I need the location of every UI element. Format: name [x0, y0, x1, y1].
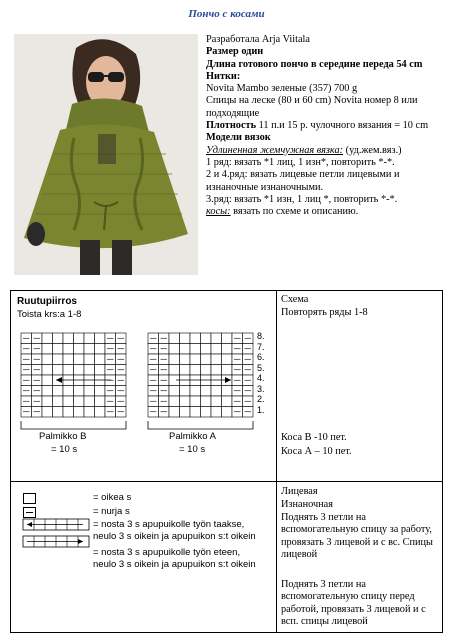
chart-cell [84, 354, 95, 365]
chart-cell [42, 375, 53, 386]
chart-cell [211, 365, 222, 376]
bracket-b [21, 421, 126, 429]
pattern1-abbr: (уд.жем.вяз.) [345, 144, 402, 156]
chart-cell [53, 365, 64, 376]
chart-cell [190, 396, 201, 407]
chart-cell [222, 407, 233, 418]
yarn-text: Novita Mambo зеленые (357) 700 g [206, 83, 358, 95]
chart-cell [84, 407, 95, 418]
table-divider-vertical [276, 291, 277, 632]
page-title: Пончо с косами [188, 8, 265, 20]
chart-cell [42, 365, 53, 376]
chart-cell [63, 344, 74, 355]
bracket-a [148, 421, 253, 429]
chart-cell [53, 396, 64, 407]
chart-cell [180, 333, 191, 344]
chart-cell [211, 354, 222, 365]
chart-cell [201, 396, 212, 407]
chart-cell [74, 396, 85, 407]
row-number: 2. [257, 394, 265, 404]
chart-cell [53, 354, 64, 365]
chart-cell [222, 344, 233, 355]
chart-cell [211, 407, 222, 418]
patterns-label: Модели вязок [206, 132, 271, 144]
chart-cell [222, 365, 233, 376]
chart-cell [211, 344, 222, 355]
chart-cell [74, 365, 85, 376]
chart-cell [222, 333, 233, 344]
rus-purl-label: Изнаночная [281, 499, 333, 510]
chart-cell [201, 365, 212, 376]
legend-knit-text: = oikea s [93, 492, 132, 503]
chart-cell [53, 344, 64, 355]
row-number: 7. [257, 341, 265, 352]
chart-table [10, 290, 443, 633]
chart-cell [42, 407, 53, 418]
chart-cell [222, 354, 233, 365]
rus-front-cross: Поднять 3 петли на вспомогательную спицу перед работой, провязать 3 лицевой и с всп. спицы лицевой [281, 579, 426, 627]
chart-title: Ruutupiirros [17, 296, 77, 307]
chart-cell [74, 354, 85, 365]
table-divider-horizontal [11, 481, 442, 482]
density-line [206, 120, 446, 132]
braids-text: вязать по схеме и описанию. [233, 206, 359, 218]
chart-cell [190, 354, 201, 365]
chart-cell [84, 365, 95, 376]
row-number: 6. [257, 352, 265, 362]
chart-cell [211, 386, 222, 397]
chart-cell [53, 386, 64, 397]
chart-cell [180, 386, 191, 397]
braids-line [206, 206, 446, 218]
legend-knit-box [23, 493, 36, 504]
chart-cell [95, 396, 106, 407]
chart-cell [42, 396, 53, 407]
density-label: Плотность [206, 120, 257, 132]
poncho-photo [14, 34, 198, 275]
pattern-info [206, 34, 446, 218]
chart-cell [42, 354, 53, 365]
chart-cell [180, 407, 191, 418]
row1-instruction: 1 ряд: вязать *1 лиц, 1 изн*, повторить *-*. [206, 156, 395, 168]
chart-cell [169, 333, 180, 344]
chart-cell [211, 396, 222, 407]
chart-cell [53, 333, 64, 344]
row3-instruction: 3.ряд: вязать *1 изн, 1 лиц *, повторить *-*. [206, 193, 398, 205]
row-number: 5. [257, 362, 265, 373]
label-palmikko-a: Palmikko A [169, 431, 216, 442]
chart-cell [95, 386, 106, 397]
chart-cell [169, 365, 180, 376]
chart-cell [74, 344, 85, 355]
length-line: Длина готового пончо в середине переда 54 cm [206, 58, 423, 70]
chart-cell [63, 333, 74, 344]
chart-cell [74, 407, 85, 418]
yarn-label: Нитки: [206, 70, 241, 82]
row-number: 1. [257, 404, 265, 415]
chart-cell [74, 333, 85, 344]
chart-cell [169, 344, 180, 355]
chart-cell [63, 396, 74, 407]
chart-cell [95, 344, 106, 355]
chart-cell [42, 344, 53, 355]
chart-cell [180, 396, 191, 407]
scheme-label: Схема [281, 294, 309, 305]
legend-cross-front-2: neulo 3 s oikein ja apupuikon s:t oikein [93, 559, 256, 570]
chart-cell [201, 407, 212, 418]
poncho-model-illustration [14, 34, 198, 275]
grid-palmikko-b [21, 333, 126, 417]
count-palmikko-a: = 10 s [179, 444, 206, 455]
label-palmikko-b: Palmikko B [39, 431, 87, 442]
chart-cell [74, 386, 85, 397]
chart-cell [190, 344, 201, 355]
chart-cell [95, 407, 106, 418]
chart-cell [169, 354, 180, 365]
chart-cell [201, 386, 212, 397]
chart-cell [84, 344, 95, 355]
chart-cell [169, 407, 180, 418]
chart-cell [190, 407, 201, 418]
legend-cross-back-1: = nosta 3 s apupuikolle työn taakse, [93, 519, 245, 530]
braids-title: косы: [206, 206, 231, 218]
chart-cell [95, 354, 106, 365]
legend-purl-text: = nurja s [93, 506, 130, 517]
kosa-b-label: Коса В -10 пет. [281, 432, 347, 443]
count-palmikko-b: = 10 s [51, 444, 78, 455]
designer-line: Разработала Arja Viitala [206, 34, 310, 45]
chart-cell [190, 333, 201, 344]
legend-cable-symbols [19, 517, 91, 549]
repeat-rows-label: Повторять ряды 1-8 [281, 307, 368, 318]
chart-cell [211, 333, 222, 344]
rus-knit-label: Лицевая [281, 486, 318, 497]
row-number: 8. [257, 331, 265, 341]
chart-cell [84, 396, 95, 407]
grid-palmikko-a [148, 333, 253, 417]
legend-cross-front-1: = nosta 3 s apupuikolle työn eteen, [93, 547, 241, 558]
row-number: 4. [257, 373, 265, 383]
chart-cell [222, 386, 233, 397]
chart-cell [222, 396, 233, 407]
chart-cell [53, 407, 64, 418]
chart-cell [84, 386, 95, 397]
legend-cross-back-2: neulo 3 s oikein ja apupuikon s:t oikein [93, 531, 256, 542]
size-line: Размер один [206, 46, 264, 58]
chart-subtitle: Toista krs:a 1-8 [17, 309, 82, 320]
chart-cell [63, 354, 74, 365]
chart-cell [190, 365, 201, 376]
chart-cell [201, 333, 212, 344]
chart-cell [169, 396, 180, 407]
rus-back-cross: Поднять 3 петли на вспомогательную спицу за работу, провязать 3 лицевой и с вс. Спицы лицевой [281, 512, 433, 560]
chart-cell [201, 344, 212, 355]
chart-cell [190, 386, 201, 397]
chart-cell [63, 407, 74, 418]
chart-cell [180, 344, 191, 355]
chart-cell [180, 354, 191, 365]
chart-cell [201, 354, 212, 365]
chart-cell [63, 386, 74, 397]
row24-instruction: 2 и 4.ряд: вязать лицевые петли лицевыми и изнаночные изнаночными. [206, 169, 400, 193]
density-text: 11 п.и 15 р. чулочного вязания = 10 cm [258, 120, 429, 132]
chart-cell [84, 333, 95, 344]
chart-cell [42, 386, 53, 397]
needles-text: Спицы на леске (80 и 60 cm) Novita номер 8 или подходящие [206, 95, 418, 119]
chart-cell [95, 365, 106, 376]
pattern1-title: Удлиненная жемчужная вязка: [206, 144, 344, 156]
chart-cell [63, 365, 74, 376]
row-number: 3. [257, 383, 265, 394]
chart-cell [169, 386, 180, 397]
chart-cell [180, 365, 191, 376]
chart-cell [95, 333, 106, 344]
chart-cell [42, 333, 53, 344]
pattern1-line [206, 145, 446, 157]
kosa-a-label: Коса А – 10 пет. [281, 446, 352, 457]
